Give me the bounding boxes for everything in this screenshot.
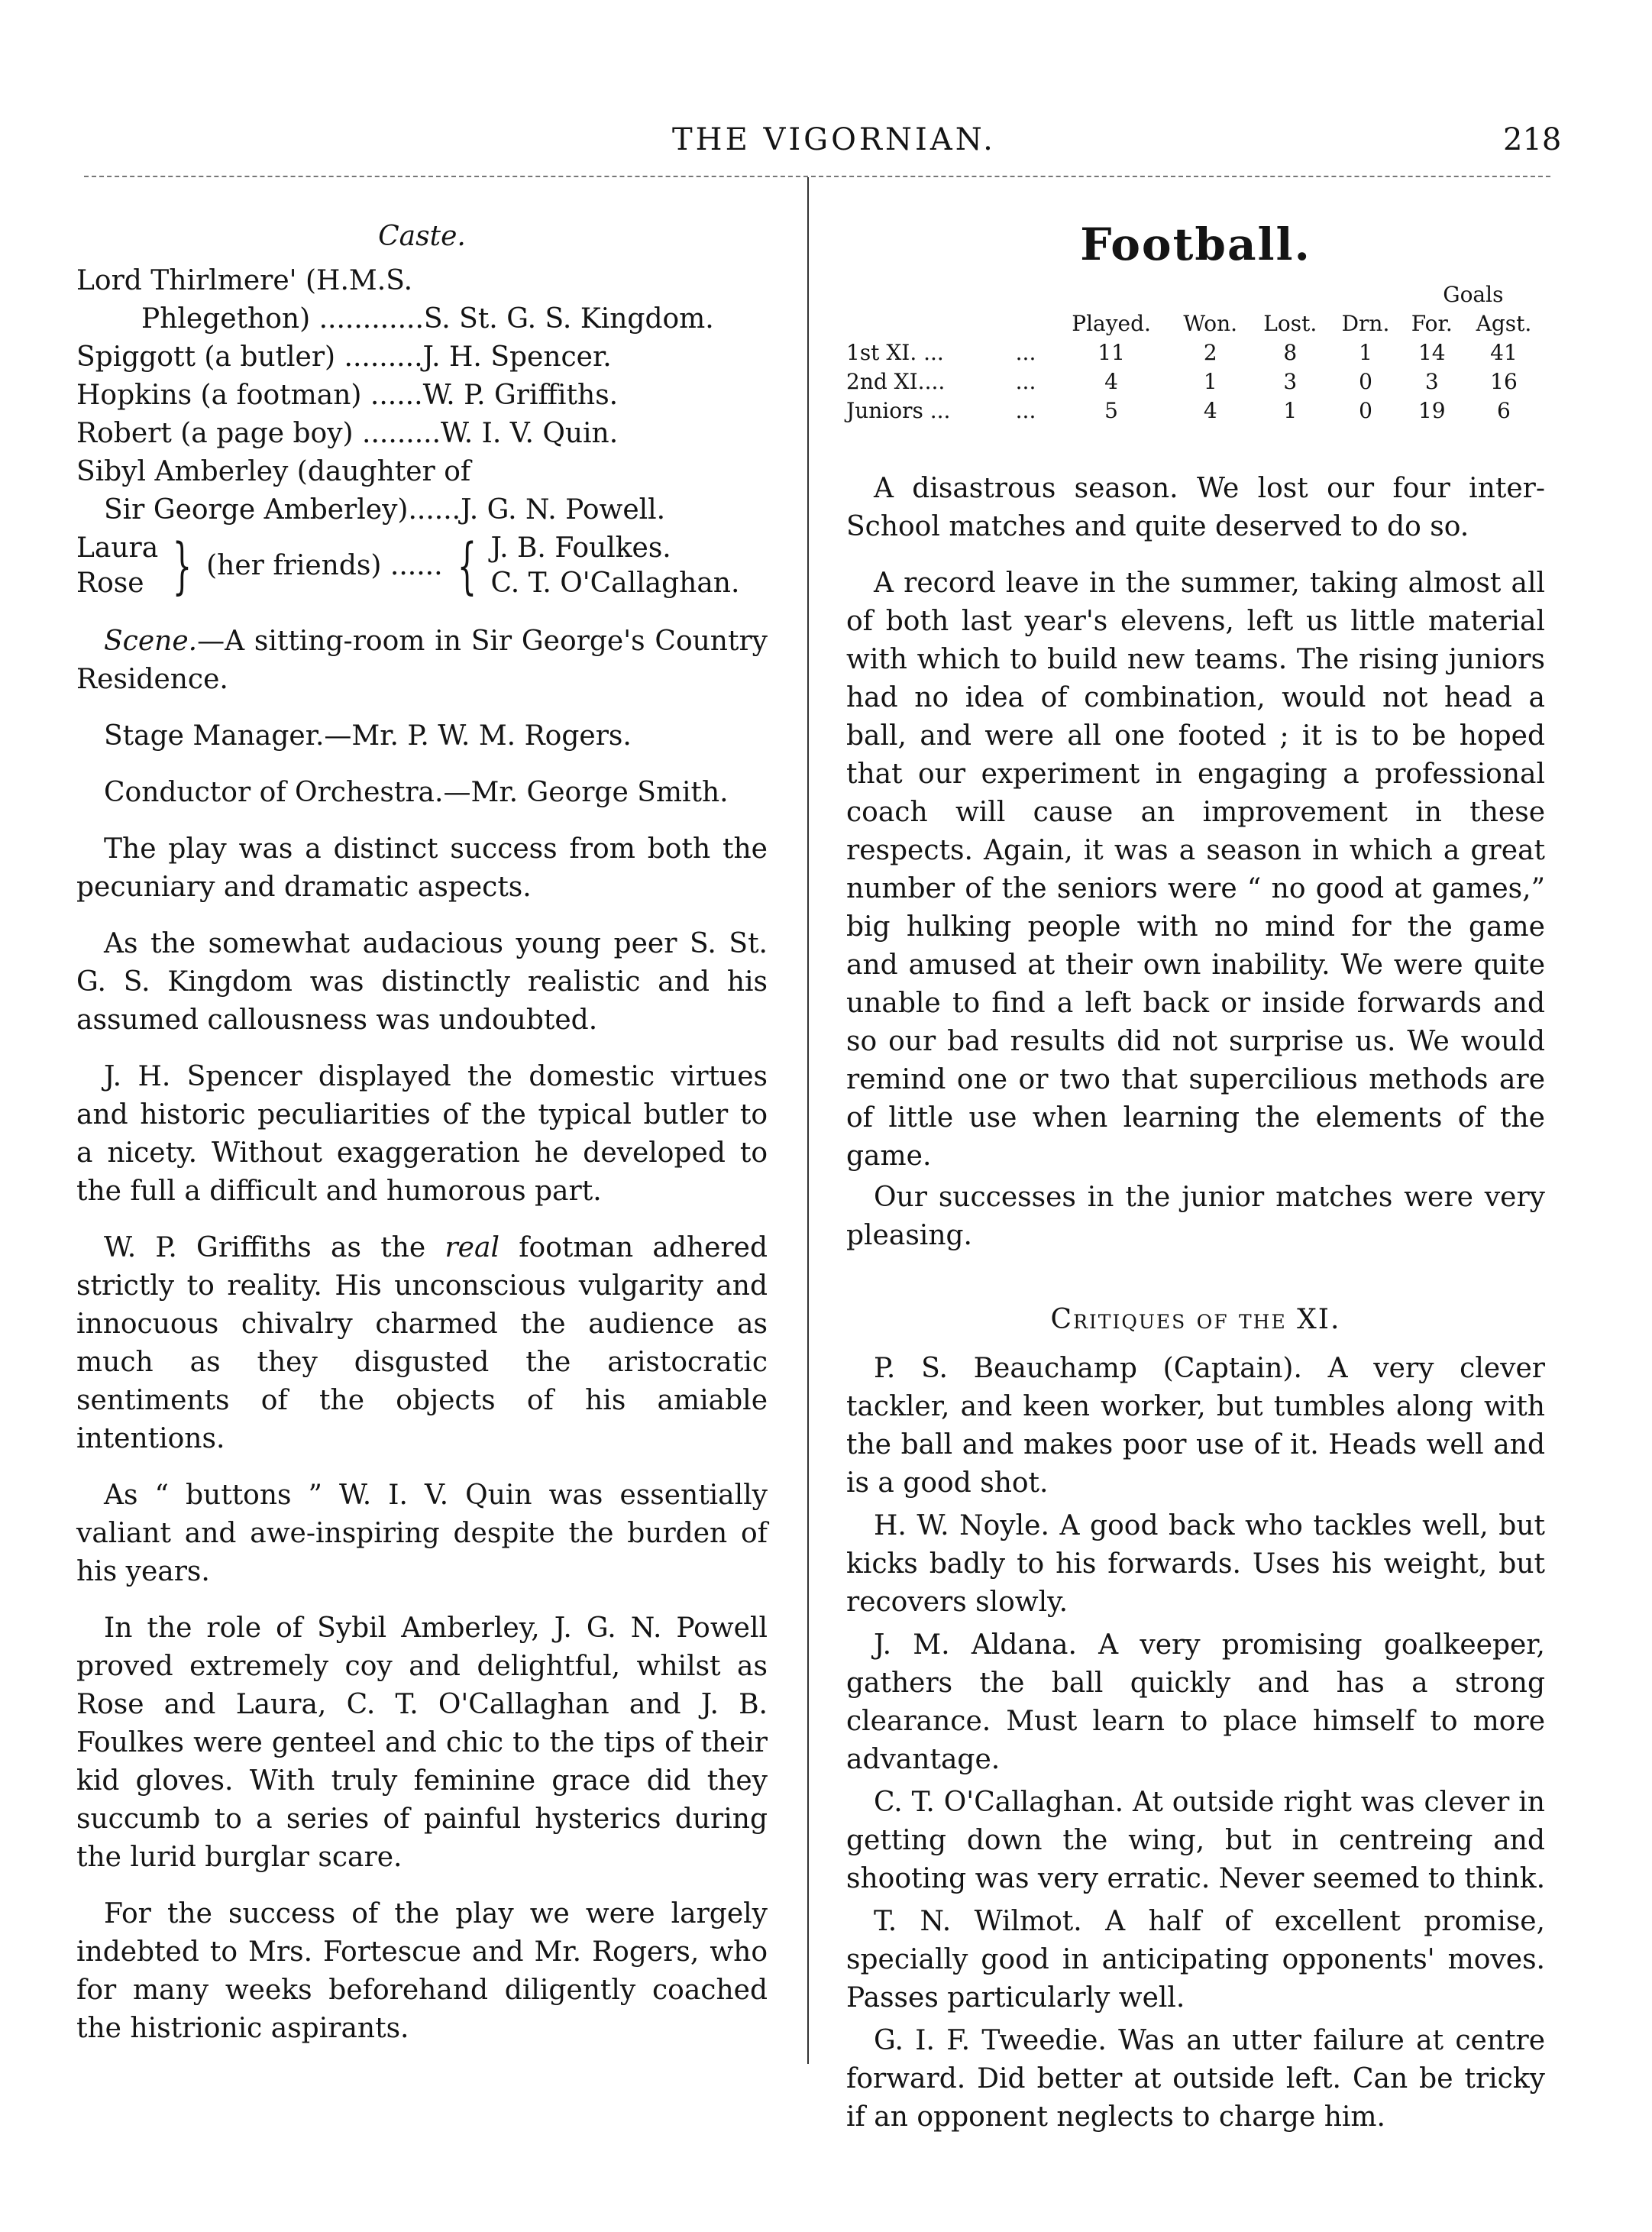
friends-actors — [490, 531, 739, 601]
football-heading: Football. — [1080, 218, 1311, 270]
scene-label: Scene. — [104, 626, 198, 657]
friends-names — [76, 531, 158, 601]
critique-paragraph: T. N. Wilmot. A half of excellent promise, specially good in anticipating opponents' moves. Passes particularly well. — [846, 1906, 1545, 2014]
column-header: Drn. — [1341, 311, 1390, 336]
dots-cell: ... — [1015, 340, 1036, 365]
cast-actor: J. G. N. Powell. — [461, 494, 666, 526]
italic-word: real — [445, 1232, 499, 1263]
column-header: Played. — [1072, 311, 1151, 336]
team-cell: Juniors ... — [846, 398, 951, 423]
column-divider — [807, 177, 809, 2064]
text-span: W. P. Griffiths as the — [104, 1232, 445, 1263]
goals-header: Goals — [1443, 282, 1504, 307]
cast-role: Spiggott (a butler) ......... — [76, 341, 423, 373]
cast-role: Sibyl Amberley (daughter of — [76, 456, 471, 487]
friend-name: Rose — [76, 568, 144, 599]
cast-role: Sir George Amberley)...... — [104, 494, 461, 526]
cast-actor: W. I. V. Quin. — [441, 418, 619, 449]
cast-role: Robert (a page boy) ......... — [76, 418, 441, 449]
column-header: Lost. — [1263, 311, 1317, 336]
table-cell: 19 — [1418, 398, 1446, 423]
critique-paragraph: J. M. Aldana. A very promising goalkeeper, gathers the ball quickly and has a strong clearance. Must learn to place himself to more advantage. — [846, 1629, 1545, 1775]
friends-label: (her friends) ...... — [206, 550, 443, 581]
results-table — [846, 280, 1545, 425]
cast-list — [76, 262, 768, 601]
critique-paragraph: H. W. Noyle. A good back who tackles well, but kicks badly to his forwards. Uses his weight, but recovers slowly. — [846, 1510, 1545, 1618]
paragraph: J. H. Spencer displayed the domestic virtues and historic peculiarities of the typical butler to a nicety. Without exaggeration he developed to the full a difficult and humorous part. — [76, 1061, 768, 1207]
table-cell: 3 — [1424, 369, 1439, 394]
critique-paragraph: C. T. O'Callaghan. At outside right was clever in getting down the wing, but in centreing and shooting was very erratic. Never seemed to think. — [846, 1787, 1546, 1894]
cast-actor: S. St. G. S. Kingdom. — [423, 303, 714, 335]
paragraph: The play was a distinct success from both the pecuniary and dramatic aspects. — [76, 833, 768, 903]
table-cell: 4 — [1104, 369, 1118, 394]
team-cell: 1st XI. ... — [846, 340, 944, 365]
brace-icon: } — [172, 530, 192, 601]
critiques-heading: Critiques of the XI. — [1050, 1304, 1341, 1335]
table-cell: 3 — [1283, 369, 1298, 394]
paragraph: In the role of Sybil Amberley, J. G. N. Powell proved extremely coy and delightful, whilst as Rose and Laura, C. T. O'Callaghan and J. B. Foulkes were genteel and chic to the tips of their kid gloves. With truly feminine grace did they succumb to a series of painful hysterics during the lurid burglar scare. — [76, 1613, 768, 1873]
scene-text: —A sitting-room in Sir George's Country Residence. — [76, 626, 768, 695]
table-cell: 11 — [1098, 340, 1125, 365]
cast-role: Phlegethon) ............ — [141, 303, 424, 335]
friend-actor: J. B. Foulkes. — [490, 532, 671, 564]
friend-actor: C. T. O'Callaghan. — [490, 568, 740, 599]
cast-row — [76, 453, 768, 491]
table-cell: 5 — [1104, 398, 1118, 423]
table-cell: 0 — [1359, 369, 1372, 394]
critique-paragraph: G. I. F. Tweedie. Was an utter failure at centre forward. Did better at outside left. Can be tricky if an opponent neglects to charge him. — [846, 2025, 1545, 2133]
scene-paragraph — [76, 623, 768, 699]
cast-actor: W. P. Griffiths. — [422, 380, 619, 411]
caste-heading: Caste. — [378, 221, 466, 252]
table-row — [846, 396, 1545, 425]
text-span: footman adhered strictly to reality. His unconscious vulgarity and innocuous chivalry charmed the audience as much as they disgusted the aristocratic sentiments of the objects of his amiable intentions. — [76, 1232, 768, 1454]
cast-row — [76, 338, 768, 377]
table-cell: 16 — [1490, 369, 1518, 394]
table-row — [846, 367, 1545, 396]
cast-role: Hopkins (a footman) ...... — [76, 380, 423, 411]
stage-manager: Stage Manager.—Mr. P. W. M. Rogers. — [104, 720, 632, 752]
paragraph: As “ buttons ” W. I. V. Quin was essentially valiant and awe-inspiring despite the burden of his years. — [76, 1480, 768, 1587]
paragraph: A record leave in the summer, taking almost all of both last year's elevens, left us little material with which to build new teams. The rising juniors had no idea of combination, would not head a ball, and were all one footed ; it is to be hoped that our experiment in engaging a professional coach will cause an improvement in these respects. Again, it was a season in which a great number of the seniors were “ no good at games,” big hulking people with no mind for the game and amused at their own inability. We were quite unable to find a left back or inside forwards and so our bad results did not surprise us. We would remind one or two that supercilious methods are of little use when learning the elements of the game. — [846, 568, 1545, 1172]
table-cell: 6 — [1497, 398, 1511, 423]
friends-cast — [76, 531, 768, 601]
table-cell: 1 — [1203, 369, 1217, 394]
paragraph: Our successes in the junior matches were very pleasing. — [846, 1182, 1545, 1251]
table-cell: 14 — [1418, 340, 1446, 365]
table-cell: 0 — [1359, 398, 1372, 423]
paragraph: For the success of the play we were largely indebted to Mrs. Fortescue and Mr. Rogers, who for many weeks beforehand diligently coached the histrionic aspirants. — [76, 1898, 768, 2044]
page-number: 218 — [1503, 122, 1562, 157]
cast-row — [76, 377, 768, 415]
friend-name: Laura — [76, 532, 159, 564]
table-header-row — [846, 309, 1545, 338]
right-column — [846, 218, 1545, 2141]
dots-cell: ... — [1015, 398, 1036, 423]
paragraph — [76, 1229, 768, 1458]
table-cell: 1 — [1283, 398, 1298, 423]
critique-paragraph: P. S. Beauchamp (Captain). A very clever tackler, and keen worker, but tumbles along with the ball and makes poor use of it. Heads well and is a good shot. — [846, 1353, 1545, 1499]
table-cell: 8 — [1283, 340, 1298, 365]
header-rule — [84, 176, 1550, 177]
brace-icon: { — [457, 530, 477, 601]
team-cell: 2nd XI.... — [846, 369, 946, 394]
table-cell: 4 — [1203, 398, 1217, 423]
column-header: For. — [1411, 311, 1453, 336]
table-row — [846, 338, 1545, 367]
cast-actor: J. H. Spencer. — [422, 341, 612, 373]
column-header: Won. — [1183, 311, 1238, 336]
dots-cell: ... — [1015, 369, 1036, 394]
table-cell: 1 — [1359, 340, 1372, 365]
paragraph: A disastrous season. We lost our four inter-School matches and quite deserved to do so. — [846, 473, 1545, 542]
page-header — [0, 122, 1652, 168]
conductor: Conductor of Orchestra.—Mr. George Smith. — [104, 777, 729, 808]
paragraph: As the somewhat audacious young peer S. St. G. S. Kingdom was distinctly realistic and his assumed callousness was undoubted. — [76, 928, 768, 1036]
cast-row — [76, 415, 768, 453]
left-column — [76, 218, 768, 2066]
column-header: Agst. — [1476, 311, 1532, 336]
journal-title: THE VIGORNIAN. — [672, 122, 996, 157]
cast-row — [76, 262, 768, 300]
cast-role: Lord Thirlmere' (H.M.S. — [76, 265, 413, 296]
table-cell: 2 — [1203, 340, 1217, 365]
table-header-row — [846, 280, 1545, 309]
table-cell: 41 — [1490, 340, 1518, 365]
cast-row — [76, 300, 768, 338]
cast-row — [76, 491, 768, 529]
